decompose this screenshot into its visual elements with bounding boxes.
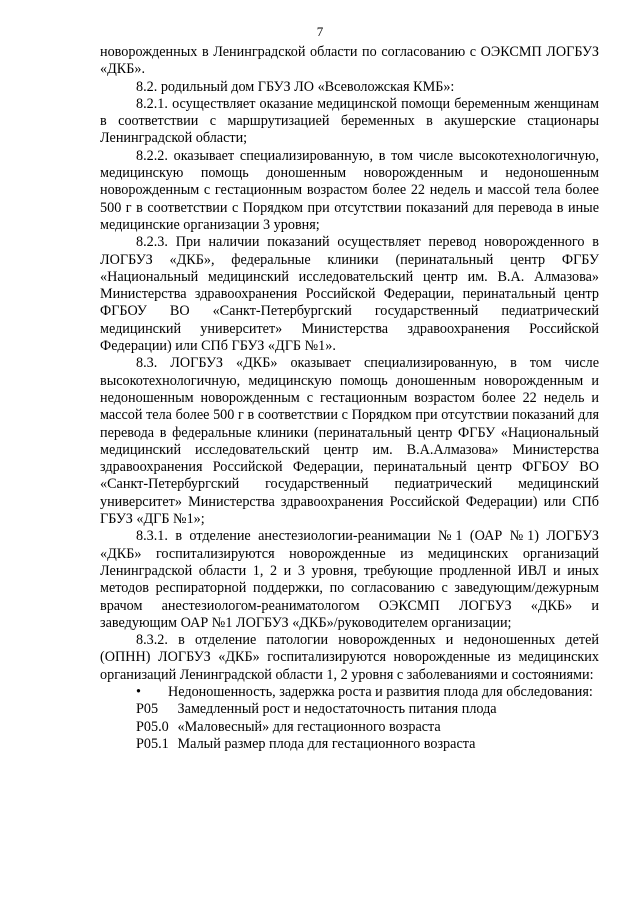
paragraph-8-3-1: 8.3.1. в отделение анестезиологии-реанимации №1 (ОАР №1) ЛОГБУЗ «ДКБ» госпитализируются новорожденные из медицинских организаций Ленинградской области 1, 2 и 3 уровня, требующие продленной ИВЛ и иных методов респираторной поддержки, по согласованию с заведующим/дежурным врачом анестезиологом-реаниматологом ОЭКСМП ЛОГБУЗ «ДКБ» и заведующим ОАР №1 ЛОГБУЗ «ДКБ»/руководителем организации; — [100, 528, 599, 631]
paragraph-8-3: 8.3. ЛОГБУЗ «ДКБ» оказывает специализированную, в том числе высокотехнологичную, медицинскую помощь доношенным новорожденным и недоношенным новорожденным с гестационным возрастом более 22 недель и массой тела более 500 г в соответствии с Порядком при отсутствии показаний для перевода в федеральные клиники (перинатальный центр ФГБУ «Национальный медицинский исследовательский центр им. В.А.Алмазова» Министерства здравоохранения Российской Федерации, перинатальный центр ФГБОУ ВО «Санкт-Петербургский государственный педиатрический медицинский университет» Министерства здравоохранения Российской Федерации) или СПб ГБУЗ «ДГБ №1»; — [100, 355, 599, 528]
diagnosis-code: P05 — [136, 701, 159, 718]
diagnosis-code: P05.1 — [136, 735, 169, 752]
bullet-item — [100, 684, 599, 701]
diagnosis-description: Замедленный рост и недостаточность питания плода — [177, 701, 497, 718]
paragraph-8-3-2: 8.3.2. в отделение патологии новорожденных и недоношенных детей (ОПНН) ЛОГБУЗ «ДКБ» госпитализируются новорожденные из медицинских организаций Ленинградской области 1, 2 уровня с заболеваниями и состояниями: — [100, 632, 599, 683]
paragraph-8-2-3: 8.2.3. При наличии показаний осуществляет перевод новорожденного в ЛОГБУЗ «ДКБ», федеральные клиники (перинатальный центр ФГБУ «Национальный медицинский исследовательский центр им. В.А. Алмазова» Министерства здравоохранения Российской Федерации, перинатальный центр ФГБОУ ВО «Санкт-Петербургский государственный педиатрический медицинский университет» Министерства здравоохранения Российской Федерации) или СПб ГБУЗ «ДГБ №1». — [100, 234, 599, 355]
paragraph-8-2: 8.2. родильный дом ГБУЗ ЛО «Всеволожская КМБ»: — [136, 78, 455, 95]
bullet-text: Недоношенность, задержка роста и развития плода для обследования: — [168, 683, 593, 700]
paragraph-8-2-2: 8.2.2. оказывает специализированную, в том числе высокотехнологичную, медицинскую помощь доношенным новорожденным и недоношенным новорожденным с гестационным возрастом более 22 недель и массой тела более 500 г в соответствии с Порядком при отсутствии показаний для перевода в иные медицинские организации 3 уровня; — [100, 147, 599, 233]
diagnosis-code-line — [100, 736, 599, 753]
page-number: 7 — [316, 24, 324, 39]
document-body — [100, 44, 599, 753]
paragraph-continuation: новорожденных в Ленинградской области по согласованию с ОЭКСМП ЛОГБУЗ «ДКБ». — [100, 44, 599, 78]
bullet-symbol: • — [136, 683, 141, 700]
diagnosis-description: Малый размер плода для гестационного возраста — [177, 735, 476, 752]
diagnosis-description: «Маловесный» для гестационного возраста — [177, 718, 441, 735]
diagnosis-code: P05.0 — [136, 718, 169, 735]
paragraph-8-2-1: 8.2.1. осуществляет оказание медицинской помощи беременным женщинам в соответствии с маршрутизацией беременных в акушерские стационары Ленинградской области; — [100, 95, 599, 147]
diagnosis-code-line — [100, 719, 599, 736]
diagnosis-code-line — [100, 701, 599, 718]
